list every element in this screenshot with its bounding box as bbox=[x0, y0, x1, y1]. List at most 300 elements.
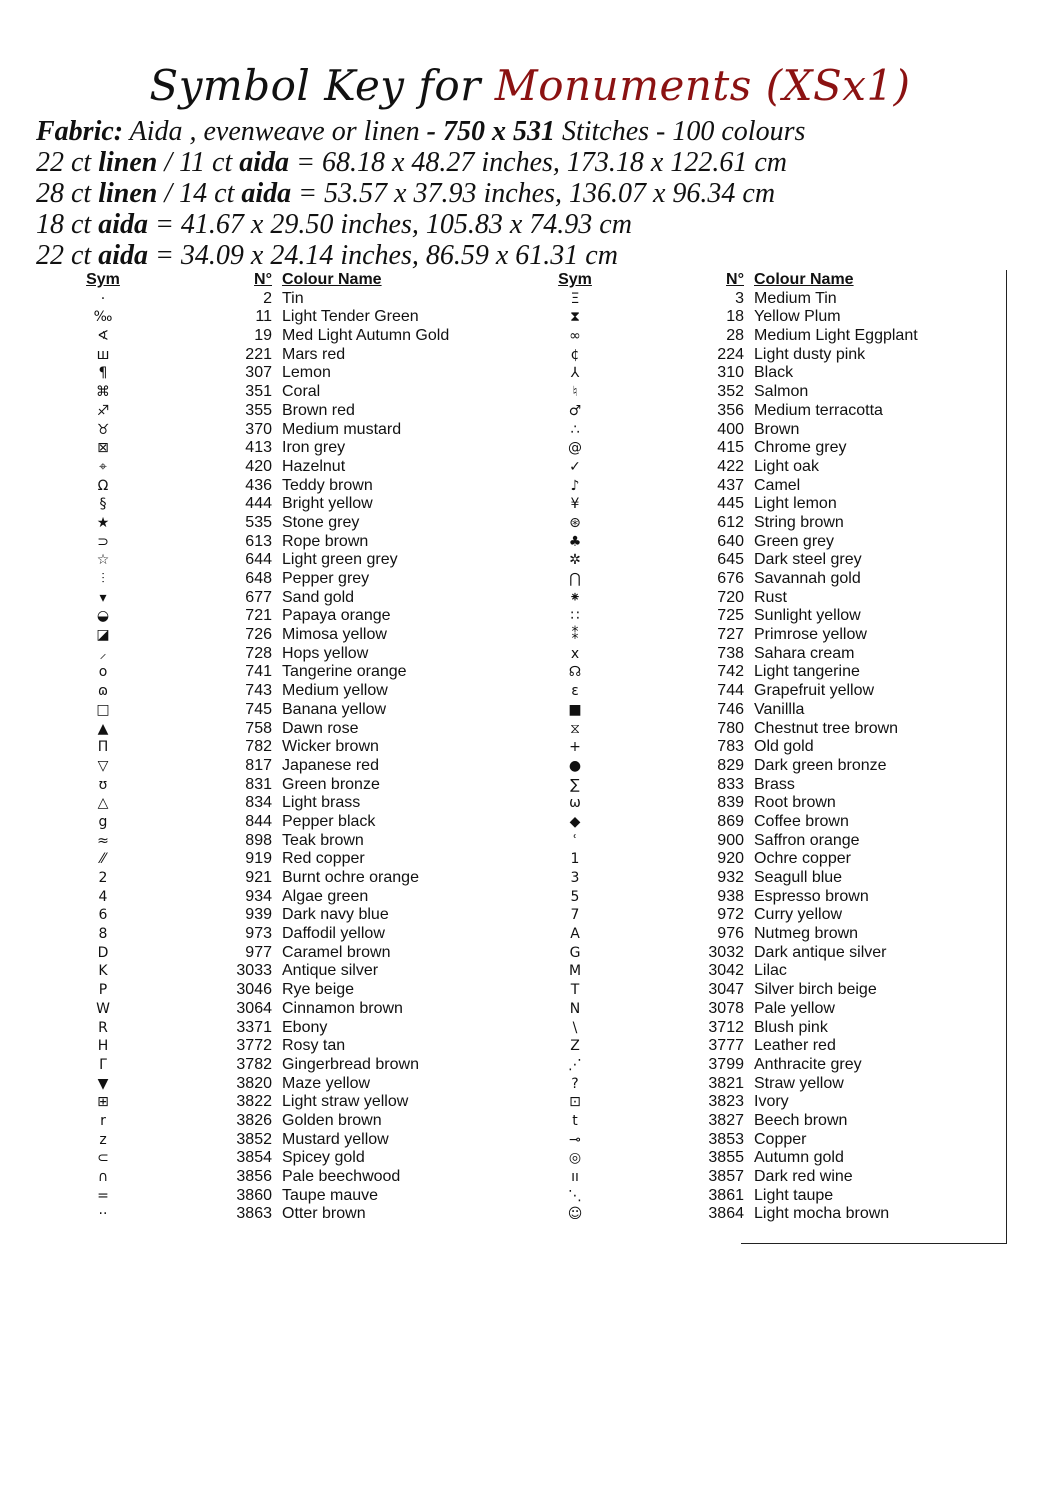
number-cell: 3853 bbox=[708, 1130, 744, 1148]
symbol-cell: △ bbox=[97, 795, 109, 812]
colour-name-cell: Saffron orange bbox=[754, 831, 860, 849]
symbol-cell: ⋱ bbox=[568, 1187, 582, 1204]
symbol-cell: ⊸ bbox=[569, 1131, 581, 1148]
symbol-cell: 8 bbox=[98, 926, 108, 943]
symbol-cell: Γ bbox=[99, 1056, 107, 1073]
colour-name-cell: Bright yellow bbox=[282, 495, 373, 513]
number-cell: 413 bbox=[245, 439, 272, 457]
number-cell: 3033 bbox=[236, 962, 272, 980]
symbol-cell: r bbox=[100, 1112, 106, 1129]
symbol-cell: ⁑ bbox=[571, 627, 579, 644]
symbol-cell: W bbox=[96, 1000, 110, 1017]
number-cell: 415 bbox=[717, 439, 744, 457]
symbol-cell: ¶ bbox=[98, 365, 108, 382]
colour-name-cell: Dawn rose bbox=[282, 719, 359, 737]
number-cell: 3777 bbox=[708, 1037, 744, 1055]
symbol-cell: ▼ bbox=[97, 1075, 109, 1092]
colour-name-cell: Wicker brown bbox=[282, 738, 379, 756]
number-cell: 898 bbox=[245, 831, 272, 849]
symbol-cell: z bbox=[99, 1131, 107, 1148]
symbol-cell: ⁄⁄ bbox=[100, 851, 106, 868]
colour-name-cell: Light mocha brown bbox=[754, 1205, 890, 1223]
symbol-cell: ⊛ bbox=[569, 514, 581, 531]
symbol-cell: Ξ bbox=[570, 290, 580, 307]
number-cell: 640 bbox=[717, 532, 744, 550]
colour-name-cell: Antique silver bbox=[282, 962, 379, 980]
symbol-cell: ✓ bbox=[569, 458, 581, 475]
number-cell: 420 bbox=[245, 457, 272, 475]
colour-name-cell: Iron grey bbox=[282, 439, 346, 457]
symbol-cell: ☺ bbox=[567, 1206, 583, 1223]
colour-name-cell: Pepper grey bbox=[282, 570, 370, 587]
header-colour-name: Colour Name bbox=[754, 271, 854, 288]
colour-name-cell: Coral bbox=[282, 383, 321, 401]
colour-name-cell: Golden brown bbox=[282, 1111, 382, 1129]
colour-name-cell: Red copper bbox=[282, 850, 365, 868]
colour-name-cell: Chestnut tree brown bbox=[754, 719, 899, 737]
colour-name-cell: Root brown bbox=[754, 794, 836, 812]
symbol-cell: 7 bbox=[570, 907, 580, 924]
number-cell: 444 bbox=[245, 495, 272, 513]
number-cell: 833 bbox=[717, 775, 744, 793]
number-cell: 3854 bbox=[236, 1149, 272, 1167]
number-cell: 829 bbox=[717, 756, 744, 774]
colour-name-cell: Caramel brown bbox=[282, 943, 391, 961]
number-cell: 817 bbox=[245, 756, 272, 774]
symbol-cell: H bbox=[97, 1038, 109, 1055]
number-cell: 3 bbox=[735, 289, 744, 307]
symbol-cell: ⊃ bbox=[97, 533, 109, 550]
symbol-cell: G bbox=[569, 944, 581, 961]
pattern-name: Monuments (XSx1) bbox=[494, 61, 911, 110]
symbol-cell: ·· bbox=[98, 1206, 108, 1223]
number-cell: 921 bbox=[245, 869, 272, 886]
colour-name-cell: Hazelnut bbox=[282, 457, 346, 475]
colour-name-cell: Dark green bronze bbox=[754, 756, 887, 774]
symbol-cell: A bbox=[570, 926, 580, 943]
symbol-cell: ш bbox=[96, 346, 110, 363]
number-cell: 780 bbox=[717, 719, 744, 737]
colour-name-cell: Cinnamon brown bbox=[282, 999, 403, 1017]
symbol-cell: ⫶ bbox=[101, 571, 105, 587]
colour-name-cell: Brown bbox=[754, 420, 800, 438]
colour-name-cell: Primrose yellow bbox=[754, 626, 867, 644]
colour-name-cell: Blush pink bbox=[754, 1018, 828, 1036]
fabric-types: Aida , evenweave or linen bbox=[123, 116, 427, 147]
symbol-cell: T bbox=[570, 982, 580, 999]
symbol-cell: ✲ bbox=[569, 552, 581, 569]
symbol-cell: ♂ bbox=[568, 402, 582, 419]
colour-name-cell: Daffodil yellow bbox=[282, 925, 385, 943]
number-cell: 742 bbox=[717, 663, 744, 681]
symbol-cell: Ω bbox=[97, 477, 109, 494]
colour-name-cell: Dark antique silver bbox=[754, 943, 887, 961]
number-cell: 3827 bbox=[708, 1111, 744, 1129]
colour-name-cell: Otter brown bbox=[282, 1205, 366, 1223]
number-cell: 2 bbox=[263, 289, 272, 307]
colour-name-cell: Burnt ochre orange bbox=[282, 869, 419, 886]
colour-name-cell: Black bbox=[754, 364, 794, 382]
number-cell: 613 bbox=[245, 532, 272, 550]
number-cell: 445 bbox=[717, 495, 744, 513]
symbol-cell: K bbox=[98, 963, 108, 980]
colour-name-cell: Dark steel grey bbox=[754, 551, 862, 569]
symbol-cell: 6 bbox=[98, 907, 108, 924]
colour-name-cell: Hops yellow bbox=[282, 644, 369, 662]
symbol-cell: ◆ bbox=[569, 813, 581, 830]
number-cell: 973 bbox=[245, 925, 272, 943]
symbol-cell: ⊞ bbox=[97, 1094, 109, 1111]
number-cell: 3712 bbox=[708, 1018, 744, 1036]
colour-name-cell: Dark red wine bbox=[754, 1168, 853, 1185]
number-cell: 726 bbox=[245, 626, 272, 644]
header-sym: Sym bbox=[558, 271, 592, 288]
colour-name-cell: Stone grey bbox=[282, 513, 360, 531]
symbol-cell: ☊ bbox=[568, 664, 582, 681]
number-cell: 3047 bbox=[708, 981, 744, 999]
symbol-cell: ∞ bbox=[569, 328, 581, 345]
colour-name-cell: Light tangerine bbox=[754, 663, 860, 681]
number-cell: 727 bbox=[717, 626, 744, 644]
colour-name-cell: Light brass bbox=[282, 794, 361, 812]
size-dims: = 53.57 x 37.93 inches, 136.07 x 96.34 cm bbox=[291, 178, 776, 209]
symbol-cell: ⅄ bbox=[570, 365, 580, 382]
colour-name-cell: String brown bbox=[754, 513, 844, 531]
number-cell: 744 bbox=[717, 682, 744, 700]
number-cell: 741 bbox=[245, 663, 272, 681]
fabric-info bbox=[36, 116, 1036, 271]
symbol-cell: ⌖ bbox=[99, 458, 107, 475]
number-cell: 869 bbox=[717, 812, 744, 830]
symbol-cell: ‰ bbox=[93, 309, 113, 326]
number-cell: 3826 bbox=[236, 1111, 272, 1129]
colour-name-cell: Leather red bbox=[754, 1037, 836, 1055]
number-cell: 972 bbox=[717, 906, 744, 924]
size-line-22-linen bbox=[36, 147, 1036, 178]
number-cell: 758 bbox=[245, 719, 272, 737]
size-fabric: linen bbox=[98, 147, 158, 178]
symbol-cell: ☆ bbox=[96, 552, 110, 569]
fabric-label: Fabric: bbox=[36, 116, 124, 147]
size-line-22-aida bbox=[36, 240, 1036, 271]
symbol-cell: ¥ bbox=[570, 496, 580, 513]
colour-name-cell: Banana yellow bbox=[282, 700, 387, 718]
size-dims: = 41.67 x 29.50 inches, 105.83 x 74.93 cm bbox=[148, 209, 632, 240]
colour-name-cell: Tin bbox=[282, 289, 304, 307]
size-fabric: linen bbox=[98, 178, 158, 209]
number-cell: 839 bbox=[717, 794, 744, 812]
symbol-cell: 3 bbox=[570, 870, 580, 886]
colour-name-cell: Gingerbread brown bbox=[282, 1055, 419, 1073]
colour-name-cell: Autumn gold bbox=[754, 1149, 844, 1167]
page-title bbox=[0, 58, 1060, 114]
colour-name-cell: Medium mustard bbox=[282, 420, 402, 438]
symbol-cell: ⋰ bbox=[568, 1056, 582, 1073]
number-cell: 919 bbox=[245, 850, 272, 868]
colour-name-cell: Espresso brown bbox=[754, 887, 869, 905]
symbol-cell: ● bbox=[568, 757, 582, 774]
number-cell: 436 bbox=[245, 476, 272, 494]
colour-name-cell: Light straw yellow bbox=[282, 1093, 409, 1111]
number-cell: 18 bbox=[726, 308, 744, 326]
number-cell: 746 bbox=[717, 700, 744, 718]
number-cell: 3032 bbox=[708, 943, 744, 961]
symbol-cell: 5 bbox=[570, 888, 580, 905]
symbol-cell: ɷ bbox=[97, 683, 109, 700]
colour-name-cell: Maze yellow bbox=[282, 1074, 371, 1092]
number-cell: 3821 bbox=[708, 1074, 744, 1092]
number-cell: 738 bbox=[717, 644, 744, 662]
symbol-cell: ♪ bbox=[570, 477, 580, 494]
size-fabric: aida bbox=[241, 178, 292, 209]
number-cell: 3855 bbox=[708, 1149, 744, 1167]
symbol-cell: ε bbox=[571, 683, 579, 700]
header-sym: Sym bbox=[86, 271, 120, 288]
colour-name-cell: Vanillla bbox=[754, 700, 805, 718]
colour-name-cell: Rosy tan bbox=[282, 1037, 346, 1055]
colour-name-cell: Coffee brown bbox=[754, 812, 849, 830]
colour-name-cell: Medium terracotta bbox=[754, 401, 883, 419]
number-cell: 3857 bbox=[708, 1168, 744, 1185]
symbol-cell: ⊡ bbox=[569, 1094, 581, 1111]
colour-name-cell: Medium Tin bbox=[754, 289, 837, 307]
colour-name-cell: Nutmeg brown bbox=[754, 925, 859, 943]
number-cell: 844 bbox=[245, 812, 272, 830]
colour-name-cell: Spicey gold bbox=[282, 1149, 365, 1167]
number-cell: 3860 bbox=[236, 1186, 272, 1204]
number-cell: 782 bbox=[245, 738, 272, 756]
symbol-cell: ∑ bbox=[570, 776, 580, 793]
symbol-cell: ∢ bbox=[97, 328, 109, 345]
number-cell: 3863 bbox=[236, 1205, 272, 1223]
colour-name-cell: Pale yellow bbox=[754, 999, 835, 1017]
colour-name-cell: Algae green bbox=[282, 887, 369, 905]
number-cell: 648 bbox=[245, 570, 272, 587]
colour-name-cell: Med Light Autumn Gold bbox=[282, 327, 450, 345]
symbol-cell: ◒ bbox=[96, 608, 110, 625]
colour-name-cell: Light lemon bbox=[754, 495, 837, 513]
size-count: / 14 ct bbox=[157, 178, 242, 209]
colour-name-cell: Rye beige bbox=[282, 981, 355, 999]
size-dims: = 68.18 x 48.27 inches, 173.18 x 122.61 cm bbox=[289, 147, 787, 178]
symbol-cell: ω bbox=[569, 795, 581, 812]
number-cell: 677 bbox=[245, 588, 272, 606]
symbol-cell: ◎ bbox=[568, 1150, 582, 1167]
size-line-28-linen bbox=[36, 178, 1036, 209]
size-dims: = 34.09 x 24.14 inches, 86.59 x 61.31 cm bbox=[148, 240, 618, 271]
colour-name-cell: Brown red bbox=[282, 401, 355, 419]
number-cell: 3064 bbox=[236, 999, 272, 1017]
colour-name-cell: Anthracite grey bbox=[754, 1055, 862, 1073]
number-cell: 831 bbox=[245, 775, 272, 793]
symbol-cell: t bbox=[572, 1112, 578, 1129]
number-cell: 3852 bbox=[236, 1130, 272, 1148]
number-cell: 3078 bbox=[708, 999, 744, 1017]
symbol-cell: + bbox=[569, 739, 581, 756]
symbol-cell: ⌘ bbox=[96, 384, 110, 401]
number-cell: 422 bbox=[717, 457, 744, 475]
colour-name-cell: Light Tender Green bbox=[282, 308, 419, 326]
colour-name-cell: Light green grey bbox=[282, 551, 398, 569]
colour-name-cell: Green bronze bbox=[282, 775, 380, 793]
number-cell: 224 bbox=[717, 345, 744, 363]
number-cell: 3371 bbox=[236, 1018, 272, 1036]
size-count: 22 ct bbox=[36, 147, 99, 178]
symbol-cell: ∴ bbox=[570, 421, 580, 438]
colour-name-cell: Chrome grey bbox=[754, 439, 847, 457]
symbol-cell: ⊂ bbox=[97, 1150, 109, 1167]
colour-name-cell: Taupe mauve bbox=[282, 1186, 379, 1204]
colour-name-cell: Pale beechwood bbox=[282, 1168, 401, 1185]
number-cell: 356 bbox=[717, 401, 744, 419]
symbol-cell: Π bbox=[97, 739, 109, 756]
table-bottom-border bbox=[741, 1243, 1007, 1244]
number-cell: 11 bbox=[255, 308, 272, 326]
symbol-cell: M bbox=[568, 963, 582, 980]
colour-name-cell: Seagull blue bbox=[754, 869, 843, 886]
colour-name-cell: Salmon bbox=[754, 383, 809, 401]
stitch-colours: Stitches - 100 colours bbox=[554, 116, 806, 147]
colour-name-cell: Straw yellow bbox=[754, 1074, 844, 1092]
symbol-cell: 4 bbox=[98, 888, 108, 905]
symbol-cell: ? bbox=[571, 1075, 579, 1092]
size-count: 28 ct bbox=[36, 178, 99, 209]
number-cell: 28 bbox=[726, 327, 744, 345]
symbol-cell: N bbox=[569, 1000, 581, 1017]
stitch-dims: - 750 x 531 bbox=[426, 116, 555, 147]
number-cell: 900 bbox=[717, 831, 744, 849]
number-cell: 938 bbox=[717, 887, 744, 905]
number-cell: 400 bbox=[717, 420, 744, 438]
number-cell: 3772 bbox=[236, 1037, 272, 1055]
symbol-cell: ▽ bbox=[97, 757, 109, 774]
number-cell: 355 bbox=[245, 401, 272, 419]
number-cell: 3799 bbox=[708, 1055, 744, 1073]
colour-name-cell: Medium yellow bbox=[282, 682, 388, 700]
number-cell: 745 bbox=[245, 700, 272, 718]
number-cell: 676 bbox=[717, 570, 744, 587]
symbol-cell: x bbox=[570, 645, 580, 662]
colour-name-cell: Lemon bbox=[282, 364, 331, 382]
number-cell: 934 bbox=[245, 887, 272, 905]
symbol-cell: ◪ bbox=[96, 627, 110, 644]
colour-name-cell: Grapefruit yellow bbox=[754, 682, 875, 700]
colour-name-cell: Curry yellow bbox=[754, 906, 843, 924]
symbol-cell: ▲ bbox=[97, 720, 109, 737]
size-count: 18 ct bbox=[36, 209, 99, 240]
symbol-cell: ⊠ bbox=[97, 440, 109, 457]
colour-name-cell: Silver birch beige bbox=[754, 981, 877, 999]
colour-name-cell: Rope brown bbox=[282, 532, 369, 550]
number-cell: 939 bbox=[245, 906, 272, 924]
number-cell: 3856 bbox=[236, 1168, 272, 1185]
number-cell: 3864 bbox=[708, 1205, 744, 1223]
colour-name-cell: Ivory bbox=[754, 1093, 789, 1111]
size-fabric: aida bbox=[98, 209, 148, 240]
symbol-cell: = bbox=[97, 1187, 109, 1204]
number-cell: 3820 bbox=[236, 1074, 272, 1092]
colour-name-cell: Teak brown bbox=[282, 831, 364, 849]
number-cell: 728 bbox=[245, 644, 272, 662]
colour-name-cell: Camel bbox=[754, 476, 801, 494]
symbol-cell: D bbox=[97, 944, 109, 961]
colour-name-cell: Sunlight yellow bbox=[754, 607, 861, 625]
colour-name-cell: Light taupe bbox=[754, 1186, 834, 1204]
symbol-cell: P bbox=[98, 982, 108, 999]
symbol-cell: ♉ bbox=[96, 421, 110, 438]
number-cell: 743 bbox=[245, 682, 272, 700]
colour-name-cell: Ebony bbox=[282, 1018, 328, 1036]
number-cell: 3042 bbox=[708, 962, 744, 980]
size-fabric: aida bbox=[239, 147, 290, 178]
number-cell: 977 bbox=[245, 943, 272, 961]
symbol-cell: ▾ bbox=[99, 589, 107, 606]
colour-name-cell: Sand gold bbox=[282, 588, 355, 606]
number-cell: 3822 bbox=[236, 1093, 272, 1111]
number-cell: 19 bbox=[254, 327, 272, 345]
symbol-cell: § bbox=[99, 496, 107, 513]
symbol-cell: ■ bbox=[568, 701, 582, 718]
symbol-cell: \ bbox=[572, 1019, 578, 1036]
symbol-cell: ⋂ bbox=[569, 571, 581, 587]
header-colour-name: Colour Name bbox=[282, 271, 382, 288]
colour-name-cell: Light oak bbox=[754, 457, 819, 475]
number-cell: 310 bbox=[717, 364, 744, 382]
number-cell: 535 bbox=[245, 513, 272, 531]
colour-name-cell: Mustard yellow bbox=[282, 1130, 389, 1148]
colour-name-cell: Beech brown bbox=[754, 1111, 848, 1129]
number-cell: 221 bbox=[245, 345, 272, 363]
number-cell: 720 bbox=[717, 588, 744, 606]
colour-name-cell: Japanese red bbox=[282, 756, 379, 774]
colour-name-cell: Sahara cream bbox=[754, 644, 855, 662]
symbol-cell: 2 bbox=[98, 870, 108, 886]
symbol-cell: ⧖ bbox=[570, 720, 580, 737]
colour-name-cell: Old gold bbox=[754, 738, 814, 756]
symbol-cell: ʊ bbox=[98, 776, 108, 793]
colour-name-cell: Mimosa yellow bbox=[282, 626, 387, 644]
symbol-cell: o bbox=[98, 664, 108, 681]
number-cell: 351 bbox=[245, 383, 272, 401]
title-prefix: Symbol Key for bbox=[149, 61, 481, 110]
colour-name-cell: Teddy brown bbox=[282, 476, 373, 494]
number-cell: 932 bbox=[717, 869, 744, 886]
symbol-cell: ♐ bbox=[96, 402, 110, 419]
colour-name-cell: Yellow Plum bbox=[754, 308, 841, 326]
table-right-border bbox=[1006, 270, 1007, 1244]
number-cell: 721 bbox=[245, 607, 272, 625]
fabric-line bbox=[36, 116, 1036, 147]
number-cell: 644 bbox=[245, 551, 272, 569]
colour-name-cell: Copper bbox=[754, 1130, 807, 1148]
symbol-cell: 1 bbox=[570, 851, 580, 868]
symbol-cell: ⁕ bbox=[569, 589, 581, 606]
number-cell: 437 bbox=[717, 476, 744, 494]
colour-name-cell: Brass bbox=[754, 775, 795, 793]
symbol-cell: @ bbox=[568, 440, 582, 457]
symbol-cell: ∷ bbox=[570, 608, 580, 625]
size-fabric: aida bbox=[98, 240, 148, 271]
symbol-cell: ¢ bbox=[570, 346, 580, 363]
size-count: 22 ct bbox=[36, 240, 99, 271]
number-cell: 612 bbox=[717, 513, 744, 531]
colour-name-cell: Light dusty pink bbox=[754, 345, 866, 363]
number-cell: 370 bbox=[245, 420, 272, 438]
number-cell: 920 bbox=[717, 850, 744, 868]
number-cell: 3861 bbox=[708, 1186, 744, 1204]
colour-name-cell: Ochre copper bbox=[754, 850, 851, 868]
colour-name-cell: Savannah gold bbox=[754, 570, 861, 587]
